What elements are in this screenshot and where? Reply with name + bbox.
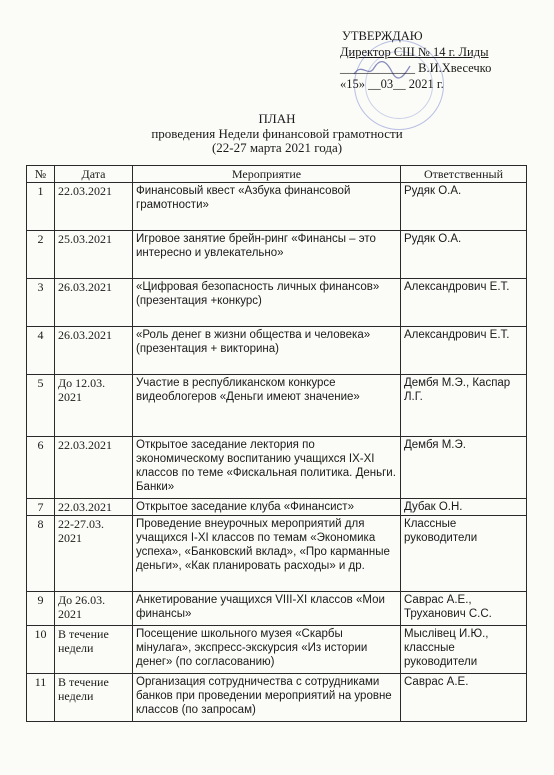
row-num: 3	[27, 279, 55, 327]
table-row	[27, 183, 527, 231]
row-date: 22-27.03. 2021	[55, 516, 133, 592]
table-row	[27, 375, 527, 437]
row-date: До 12.03. 2021	[55, 375, 133, 437]
row-responsible: Саврас А.Е.	[401, 674, 527, 722]
approval-title: УТВЕРЖДАЮ	[342, 29, 423, 43]
row-date: 22.03.2021	[55, 437, 133, 499]
row-event: Участие в республиканском конкурсе видеоблогеров «Деньги имеют значение»	[133, 375, 401, 437]
header-num: №	[27, 166, 55, 183]
approval-block	[340, 28, 540, 92]
table-row	[27, 499, 527, 516]
row-event: Игровое занятие брейн-ринг «Финансы – это интересно и увлекательно»	[133, 231, 401, 279]
approval-signature-line: ____________ В.И.Хвесечко	[340, 61, 492, 75]
plan-title: ПЛАН	[258, 111, 296, 126]
row-event: Анкетирование учащихся VIII-XI классов «Мои финансы»	[133, 592, 401, 626]
row-event: Проведение внеурочных мероприятий для учащихся I-XI классов по темам «Экономика успеха», «Банковский вклад», «Про карманные деньги», «Как планировать расходы» и др.	[133, 516, 401, 592]
row-date: До 26.03. 2021	[55, 592, 133, 626]
header-date: Дата	[55, 166, 133, 183]
row-responsible: Александрович Е.Т.	[401, 279, 527, 327]
row-num: 9	[27, 592, 55, 626]
table-row	[27, 516, 527, 592]
row-event: Посещение школьного музея «Скарбы мінулага», экспресс-экскурсия «Из истории денег» (по согласованию)	[133, 626, 401, 674]
row-responsible: Классные руководители	[401, 516, 527, 592]
row-num: 7	[27, 499, 55, 516]
row-num: 11	[27, 674, 55, 722]
row-event: Финансовый квест «Азбука финансовой грамотности»	[133, 183, 401, 231]
row-responsible: Дембя М.Э., Каспар Л.Г.	[401, 375, 527, 437]
row-num: 4	[27, 327, 55, 375]
row-event: «Цифровая безопасность личных финансов» (презентация +конкурс)	[133, 279, 401, 327]
table-header-row	[27, 166, 527, 183]
plan-dates: (22-27 марта 2021 года)	[211, 140, 343, 155]
row-date: В течение недели	[55, 674, 133, 722]
row-num: 5	[27, 375, 55, 437]
table-row	[27, 626, 527, 674]
row-num: 1	[27, 183, 55, 231]
row-event: Организация сотрудничества с сотрудниками банков при проведении мероприятий на уровне классов (по запросам)	[133, 674, 401, 722]
row-date: 22.03.2021	[55, 499, 133, 516]
table-row	[27, 279, 527, 327]
row-date: 26.03.2021	[55, 327, 133, 375]
row-responsible: Рудяк О.А.	[401, 183, 527, 231]
row-responsible: Рудяк О.А.	[401, 231, 527, 279]
row-date: В течение недели	[55, 626, 133, 674]
row-date: 25.03.2021	[55, 231, 133, 279]
row-date: 22.03.2021	[55, 183, 133, 231]
table-row	[27, 674, 527, 722]
row-responsible: Саврас А.Е., Труханович С.С.	[401, 592, 527, 626]
row-num: 8	[27, 516, 55, 592]
row-responsible: Дембя М.Э.	[401, 437, 527, 499]
table-row	[27, 327, 527, 375]
plan-subtitle: проведения Недели финансовой грамотности	[151, 125, 403, 141]
row-event: «Роль денег в жизни общества и человека» (презентация + викторина)	[133, 327, 401, 375]
row-num: 6	[27, 437, 55, 499]
row-event: Открытое заседание клуба «Финансист»	[133, 499, 401, 516]
table-row	[27, 231, 527, 279]
approval-date-line: «15» __03__ 2021 г.	[340, 77, 444, 91]
header-event: Мероприятие	[133, 166, 401, 183]
plan-heading	[0, 112, 554, 156]
header-responsible: Ответственный	[401, 166, 527, 183]
table-row	[27, 437, 527, 499]
table-row	[27, 592, 527, 626]
row-responsible: Дубак О.Н.	[401, 499, 527, 516]
row-num: 2	[27, 231, 55, 279]
events-table	[26, 165, 527, 722]
row-responsible: Мыслівец И.Ю., классные руководители	[401, 626, 527, 674]
row-responsible: Александрович Е.Т.	[401, 327, 527, 375]
row-date: 26.03.2021	[55, 279, 133, 327]
approval-position: Директор СШ № 14 г. Лиды	[340, 45, 489, 59]
row-event: Открытое заседание лектория по экономическому воспитанию учащихся IX-XI классов по теме «Фискальная политика. Деньги. Банки»	[133, 437, 401, 499]
row-num: 10	[27, 626, 55, 674]
